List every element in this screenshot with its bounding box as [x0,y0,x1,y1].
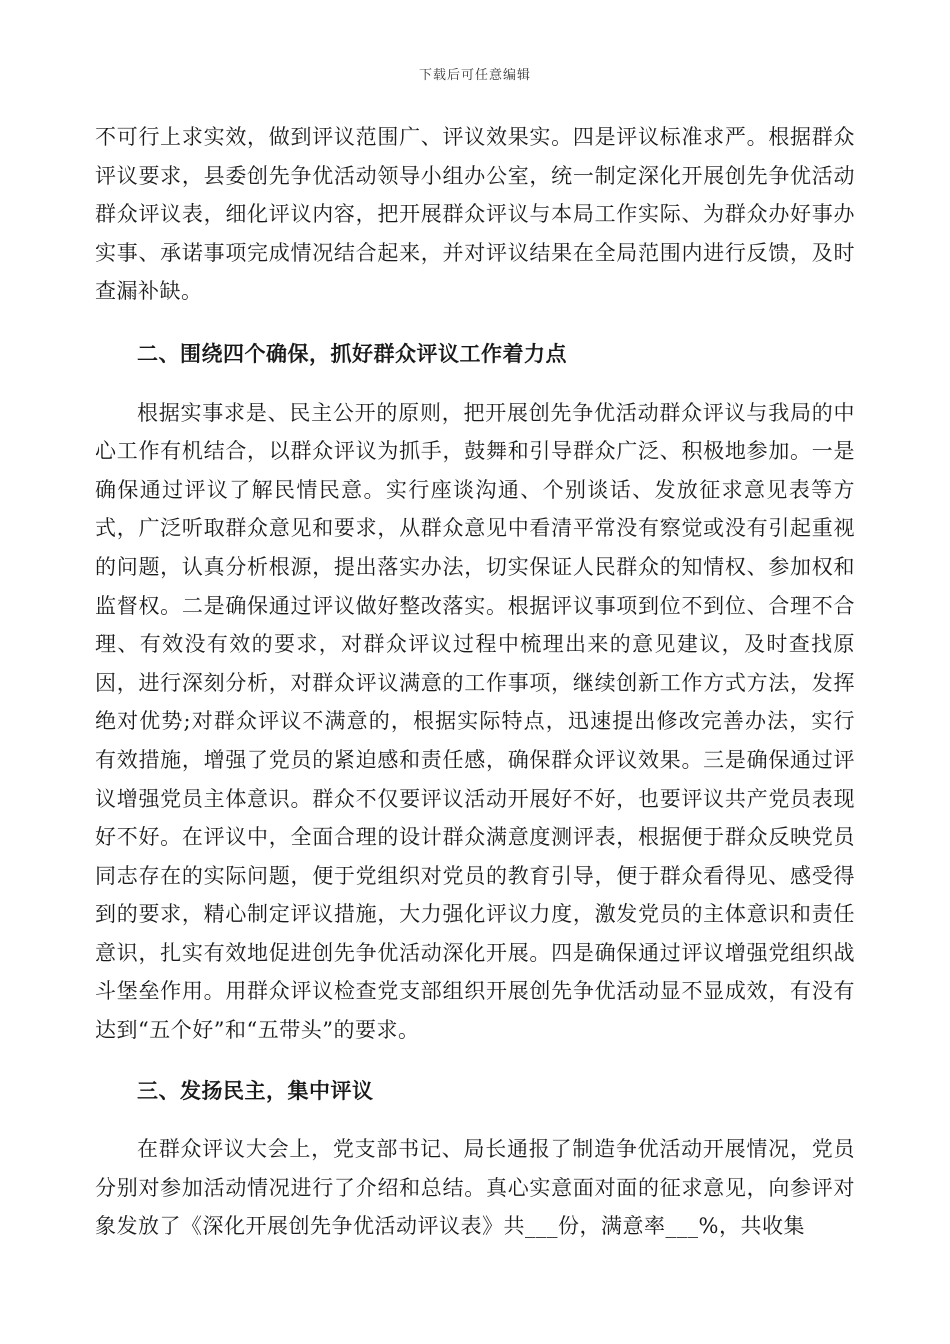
paragraph-section-2: 根据实事求是、民主公开的原则，把开展创先争优活动群众评议与我局的中心工作有机结合，以群众评议为抓手，鼓舞和引导群众广泛、积极地参加。一是确保通过评议了解民情民意。实行座谈沟通、个别谈话、发放征求意见表等方式，广泛听取群众意见和要求，从群众意见中看清平常没有察觉或没有引起重视的问题，认真分析根源，提出落实办法，切实保证人民群众的知情权、参加权和监督权。二是确保通过评议做好整改落实。根据评议事项到位不到位、合理不合理、有效没有效的要求，对群众评议过程中梳理出来的意见建议，及时查找原因，进行深刻分析，对群众评议满意的工作事项，继续创新工作方式方法，发挥绝对优势;对群众评议不满意的，根据实际特点，迅速提出修改完善办法，实行有效措施，增强了党员的紧迫感和责任感，确保群众评议效果。三是确保通过评议增强党员主体意识。群众不仅要评议活动开展好不好，也要评议共产党员表现好不好。在评议中，全面合理的设计群众满意度测评表，根据便于群众反映党员同志存在的实际问题，便于党组织对党员的教育引导，便于群众看得见、感受得到的要求，精心制定评议措施，大力强化评议力度，激发党员的主体意识和责任意识，扎实有效地促进创先争优活动深化开展。四是确保通过评议增强党组织战斗堡垒作用。用群众评议检查党支部组织开展创先争优活动显不显成效，有没有达到“五个好”和“五带头”的要求。 [95,400,855,1043]
section-heading-2: 二、围绕四个确保，抓好群众评议工作着力点 [137,340,567,366]
document-body [95,118,855,1246]
section-heading-3: 三、发扬民主，集中评议 [137,1077,374,1103]
page-header-note: 下载后可任意编辑 [418,68,531,83]
paragraph-continuation: 不可行上求实效，做到评议范围广、评议效果实。四是评议标准求严。根据群众评议要求，县委创先争优活动领导小组办公室，统一制定深化开展创先争优活动群众评议表，细化评议内容，把开展群众评议与本局工作实际、为群众办好事办实事、承诺事项完成情况结合起来，并对评议结果在全局范围内进行反馈，及时查漏补缺。 [95,125,855,304]
paragraph-section-3: 在群众评议大会上，党支部书记、局长通报了制造争优活动开展情况，党员分别对参加活动情况进行了介绍和总结。真心实意面对面的征求意见，向参评对象发放了《深化开展创先争优活动评议表》共___份，满意率___%，共收集 [95,1137,855,1239]
